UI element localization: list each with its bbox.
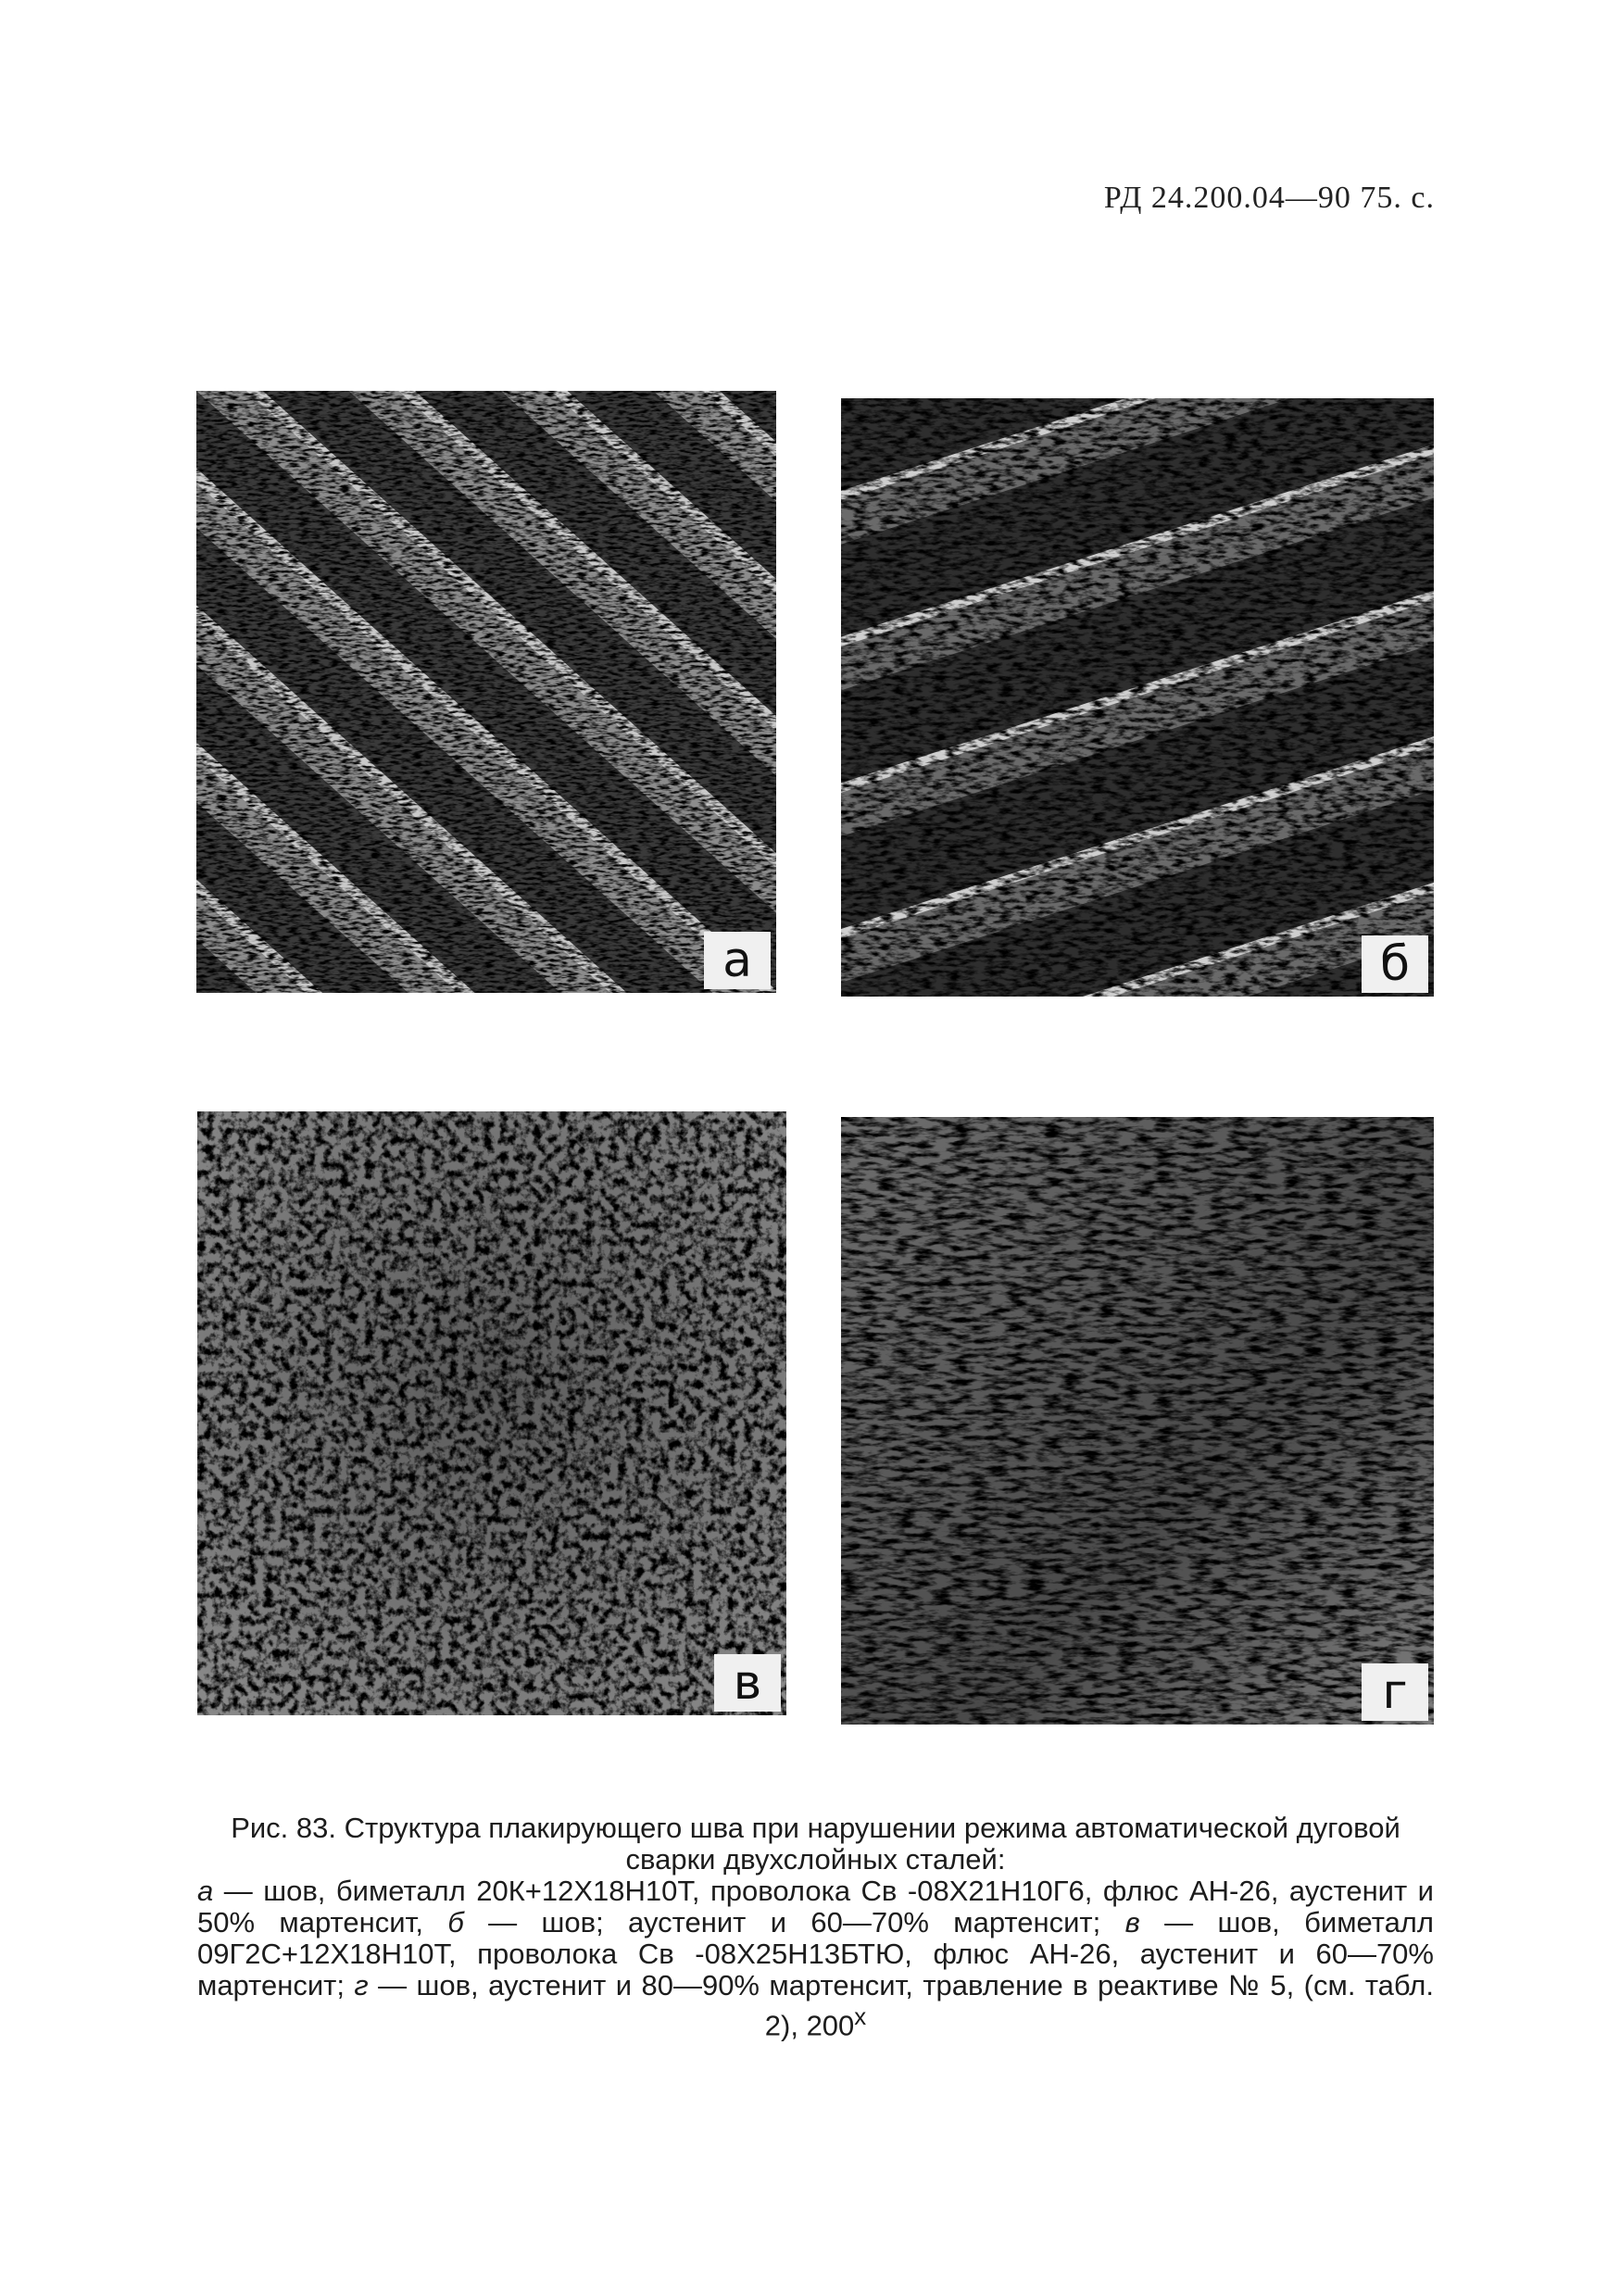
- micrograph-v-image: [197, 1111, 786, 1715]
- caption-text-v: — шов, биметалл 09Г2С+12Х18Н10Т, проволока Св -08Х25Н13БТЮ, флюс АН-26, аустенит и 60—70% мартенсит;: [197, 1906, 1434, 2001]
- caption-letter-v: в: [1124, 1906, 1140, 1938]
- micrograph-b: [841, 398, 1434, 997]
- caption-letter-g: г: [354, 1969, 369, 2001]
- micrograph-v-label: в: [714, 1654, 781, 1712]
- micrograph-v: [197, 1111, 786, 1715]
- micrograph-g-label: г: [1362, 1663, 1428, 1721]
- caption-title: Рис. 83. Структура плакирующего шва при нарушении режима автоматической дуговой сварки двухслойных сталей:: [231, 1812, 1400, 1876]
- document-reference: РД 24.200.04—90 75. с.: [1103, 181, 1435, 215]
- caption-text-g: — шов, аустенит и 80—90% мартенсит, травление в реактиве № 5, (см. табл. 2), 200: [368, 1969, 1434, 2042]
- micrograph-a-image: [196, 391, 776, 993]
- micrograph-g: [841, 1117, 1434, 1725]
- figure-caption: [197, 1813, 1434, 2041]
- micrograph-g-image: [841, 1117, 1434, 1725]
- micrograph-a: [196, 391, 776, 993]
- caption-letter-b: б: [447, 1906, 464, 1938]
- micrograph-b-image: [841, 398, 1434, 997]
- caption-text-b: — шов; аустенит и 60—70% мартенсит;: [463, 1906, 1125, 1938]
- caption-letter-a: а: [197, 1875, 214, 1907]
- magnification-superscript: х: [854, 2004, 867, 2030]
- caption-description: [197, 1876, 1434, 2041]
- micrograph-a-label: а: [704, 932, 771, 989]
- caption-text-a: — шов, биметалл 20К+12Х18Н10Т, проволока Св -08Х21Н10Г6, флюс АН-26, аустенит и 50% мартенсит,: [197, 1875, 1434, 1938]
- micrograph-b-label: б: [1362, 935, 1428, 993]
